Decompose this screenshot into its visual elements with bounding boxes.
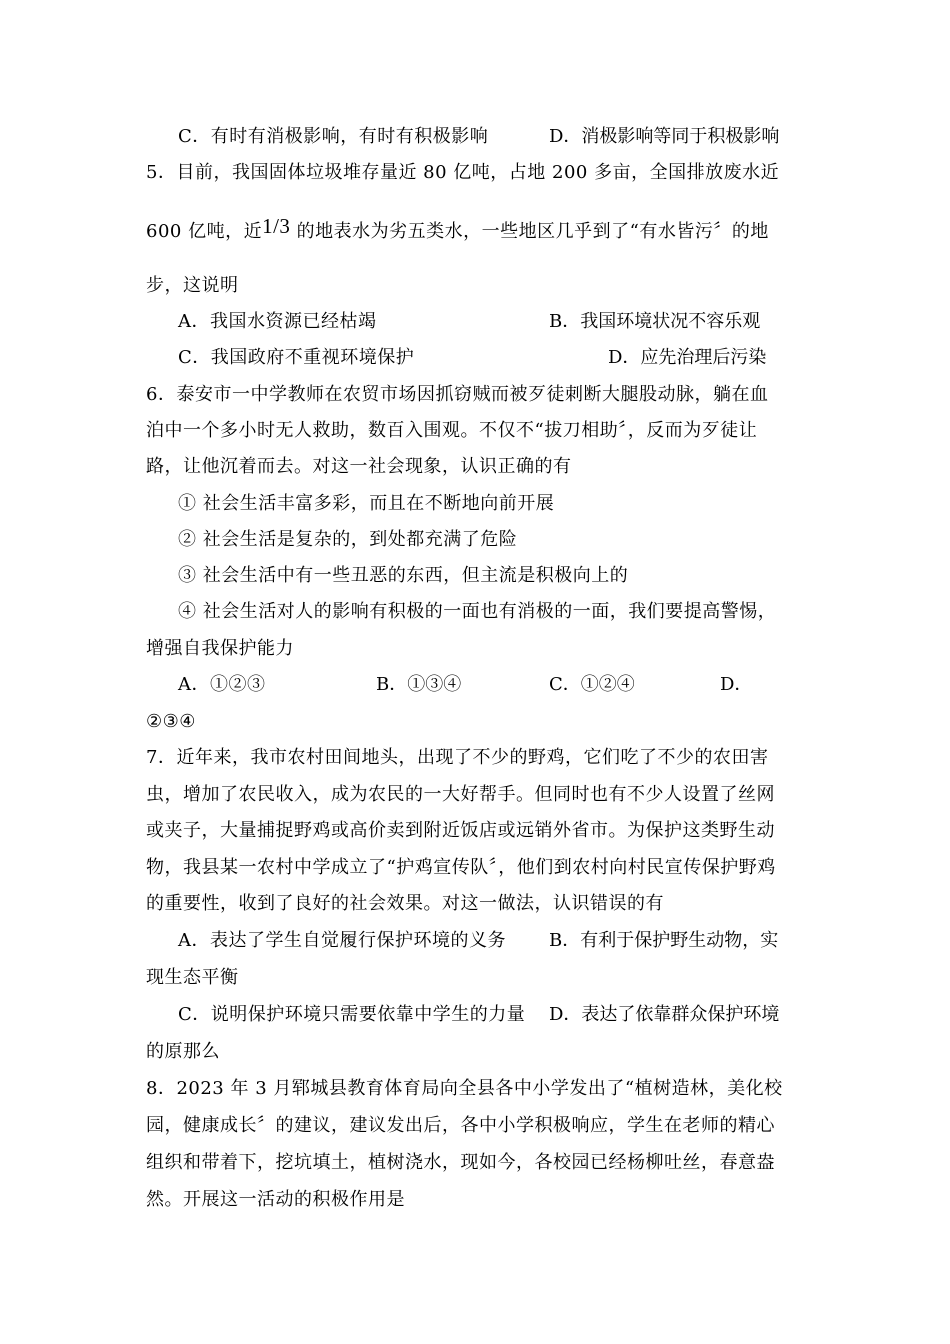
- q6-statement-3: ③ 社会生活中有一些丑恶的东西，但主流是积极向上的: [178, 565, 629, 586]
- q7-stem-line-5: 的重要性，收到了良好的社会效果。对这一做法，认识错误的有: [146, 893, 664, 914]
- q7-option-d-line-2: 的原那么: [146, 1041, 220, 1062]
- q7-stem-line-3: 或夹子，大量捕捉野鸡或高价卖到附近饭店或远销外省市。为保护这类野生动: [146, 820, 775, 841]
- q6-stem-line-2: 泊中一个多小时无人救助，数百入围观。不仅不“拔刀相助〞，反而为歹徒让: [146, 420, 758, 441]
- q6-statement-2: ② 社会生活是复杂的，到处都充满了危险: [178, 529, 518, 550]
- q5-stem-line-2-end: 的地表水为劣五类水，一些地区几乎到了“有水皆污〞的地: [290, 221, 769, 242]
- q6-statement-4-line-2: 增强自我保护能力: [146, 638, 294, 659]
- q6-option-b: B．①③④: [376, 674, 462, 695]
- q5-stem-line-2-start: 600 亿吨，近: [146, 221, 263, 242]
- q7-option-d-line-1: D．表达了依靠群众保护环境: [549, 1004, 780, 1025]
- q6-stem-line-3: 路，让他沉着而去。对这一社会现象，认识正确的有: [146, 456, 572, 477]
- q5-option-a: A．我国水资源已经枯竭: [178, 311, 377, 332]
- q7-option-c: C．说明保护环境只需要依靠中学生的力量: [178, 1004, 526, 1025]
- q6-option-d-label: D．: [720, 674, 753, 695]
- q7-stem-line-2: 虫，增加了农民收入，成为农民的一大好帮手。但同时也有不少人设置了丝网: [146, 784, 775, 805]
- q5-option-c: C．我国政府不重视环境保护: [178, 347, 415, 368]
- q5-stem-line-2: [146, 214, 769, 244]
- q5-option-d: D．应先治理后污染: [608, 347, 767, 368]
- q4-option-d: D．消极影响等同于积极影响: [549, 126, 780, 147]
- q6-stem-line-1: 6．泰安市一中学教师在农贸市场因抓窃贼而被歹徒刺断大腿股动脉，躺在血: [146, 384, 769, 405]
- q6-option-c: C．①②④: [549, 674, 635, 695]
- q8-stem-line-3: 组织和带着下，挖坑填土，植树浇水，现如今，各校园已经杨柳吐丝，春意盎: [146, 1152, 775, 1173]
- q8-stem-line-4: 然。开展这一活动的积极作用是: [146, 1189, 405, 1210]
- q7-stem-line-4: 物，我县某一农村中学成立了“护鸡宣传队〞，他们到农村向村民宣传保护野鸡: [146, 857, 776, 878]
- q4-option-c: C．有时有消极影响，有时有积极影响: [178, 126, 489, 147]
- q7-option-b-line-2: 现生态平衡: [146, 967, 239, 988]
- q5-option-b: B．我国环境状况不容乐观: [549, 311, 761, 332]
- q5-fraction: 1/3: [262, 214, 291, 238]
- q6-statement-1: ① 社会生活丰富多彩，而且在不断地向前开展: [178, 493, 555, 514]
- q7-stem-line-1: 7．近年来，我市农村田间地头，出现了不少的野鸡，它们吃了不少的农田害: [146, 747, 769, 768]
- q6-statement-4-line-1: ④ 社会生活对人的影响有积极的一面也有消极的一面，我们要提高警惕，: [178, 601, 777, 622]
- q5-stem-line-1: 5．目前，我国固体垃圾堆存量近 80 亿吨，占地 200 多亩，全国排放废水近: [146, 162, 780, 183]
- q8-stem-line-2: 园，健康成长〞的建议，建议发出后，各中小学积极响应，学生在老师的精心: [146, 1115, 775, 1136]
- q7-option-b-line-1: B．有利于保护野生动物，实: [549, 930, 779, 951]
- q7-option-a: A．表达了学生自觉履行保护环境的义务: [178, 930, 506, 951]
- q8-stem-line-1: 8．2023 年 3 月郓城县教育体育局向全县各中小学发出了“植树造林，美化校: [146, 1078, 783, 1099]
- q6-option-a: A．①②③: [178, 674, 266, 695]
- q6-option-d-value: ②③④: [146, 711, 196, 732]
- q5-stem-line-3: 步，这说明: [146, 275, 239, 296]
